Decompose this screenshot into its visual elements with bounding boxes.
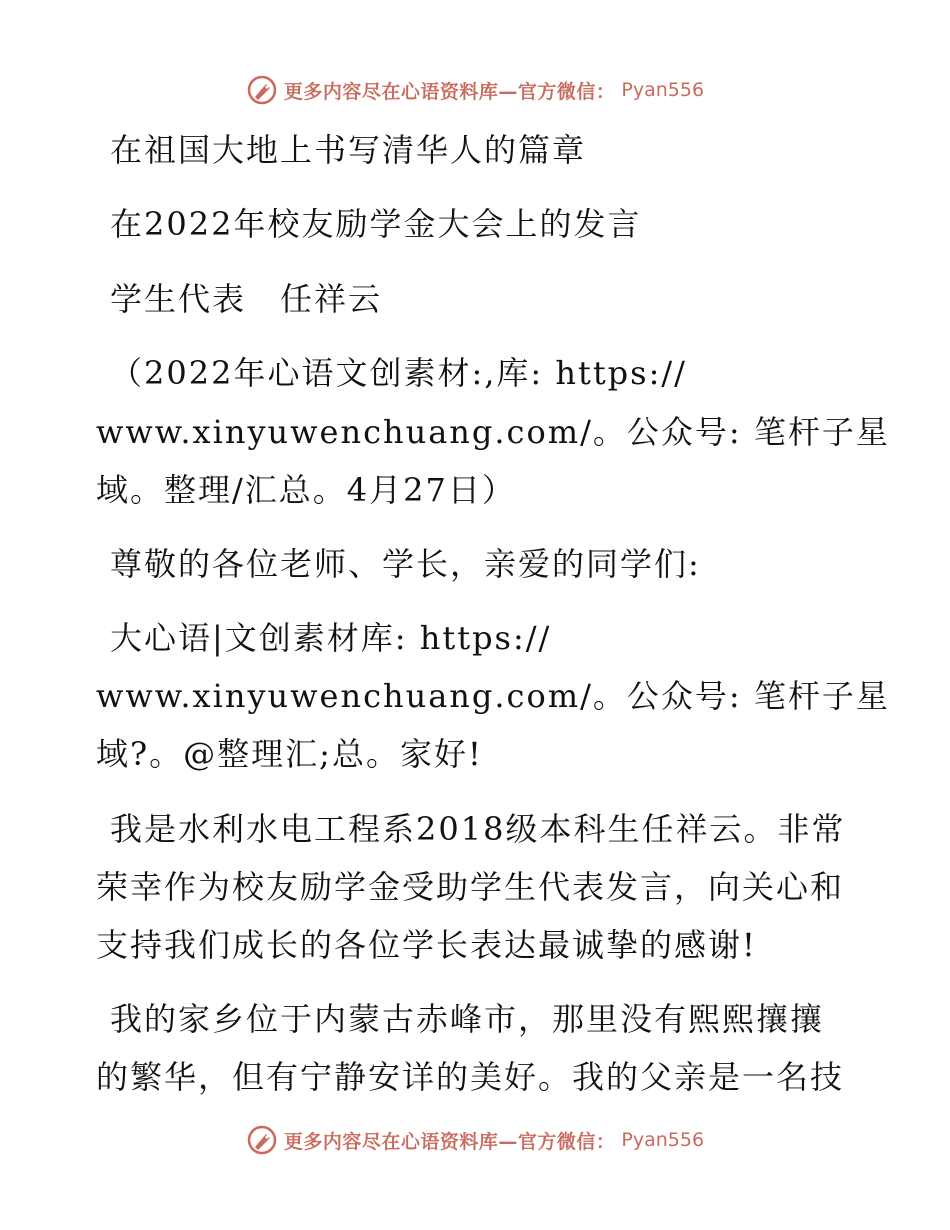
banner-text: 更多内容尽在心语资料库—官方微信：: [283, 80, 616, 103]
pen-nib-logo-icon: [246, 1124, 278, 1156]
greeting-line: 大心语|文创素材库: https://: [110, 619, 552, 657]
paragraph-line: 我的家乡位于内蒙古赤峰市，那里没有熙熙攘攘: [110, 1000, 825, 1038]
document-subtitle: 在2022年校友励学金大会上的发言: [110, 205, 642, 243]
greeting-line: 域?。@整理汇;总。家好!: [96, 735, 483, 773]
footer-banner: [0, 1120, 950, 1160]
source-note-line: 域。整理/汇总。4月27日）: [96, 471, 516, 509]
paragraph-line: 荣幸作为校友励学金受助学生代表发言，向关心和: [96, 868, 845, 906]
paragraph-line: 支持我们成长的各位学长表达最诚挚的感谢!: [96, 926, 757, 964]
source-note-line: （2022年心语文创素材:,库: https://: [110, 354, 687, 392]
document-title: 在祖国大地上书写清华人的篇章: [110, 131, 587, 169]
speaker-line: 学生代表 任祥云: [110, 280, 383, 318]
banner-wechat-id: Pyan556: [621, 79, 705, 101]
greeting-line: www.xinyuwenchuang.com/。公众号: 笔杆子星: [96, 677, 890, 715]
paragraph-line: 的繁华，但有宁静安详的美好。我的父亲是一名技: [96, 1058, 845, 1096]
salutation: 尊敬的各位老师、学长，亲爱的同学们:: [110, 545, 701, 583]
banner-text: 更多内容尽在心语资料库—官方微信：: [283, 1130, 616, 1153]
paragraph-line: 我是水利水电工程系2018级本科生任祥云。非常: [110, 810, 846, 848]
header-banner: [0, 70, 950, 110]
pen-nib-logo-icon: [246, 74, 278, 106]
source-note-line: www.xinyuwenchuang.com/。公众号: 笔杆子星: [96, 413, 890, 451]
banner-wechat-id: Pyan556: [621, 1129, 705, 1151]
